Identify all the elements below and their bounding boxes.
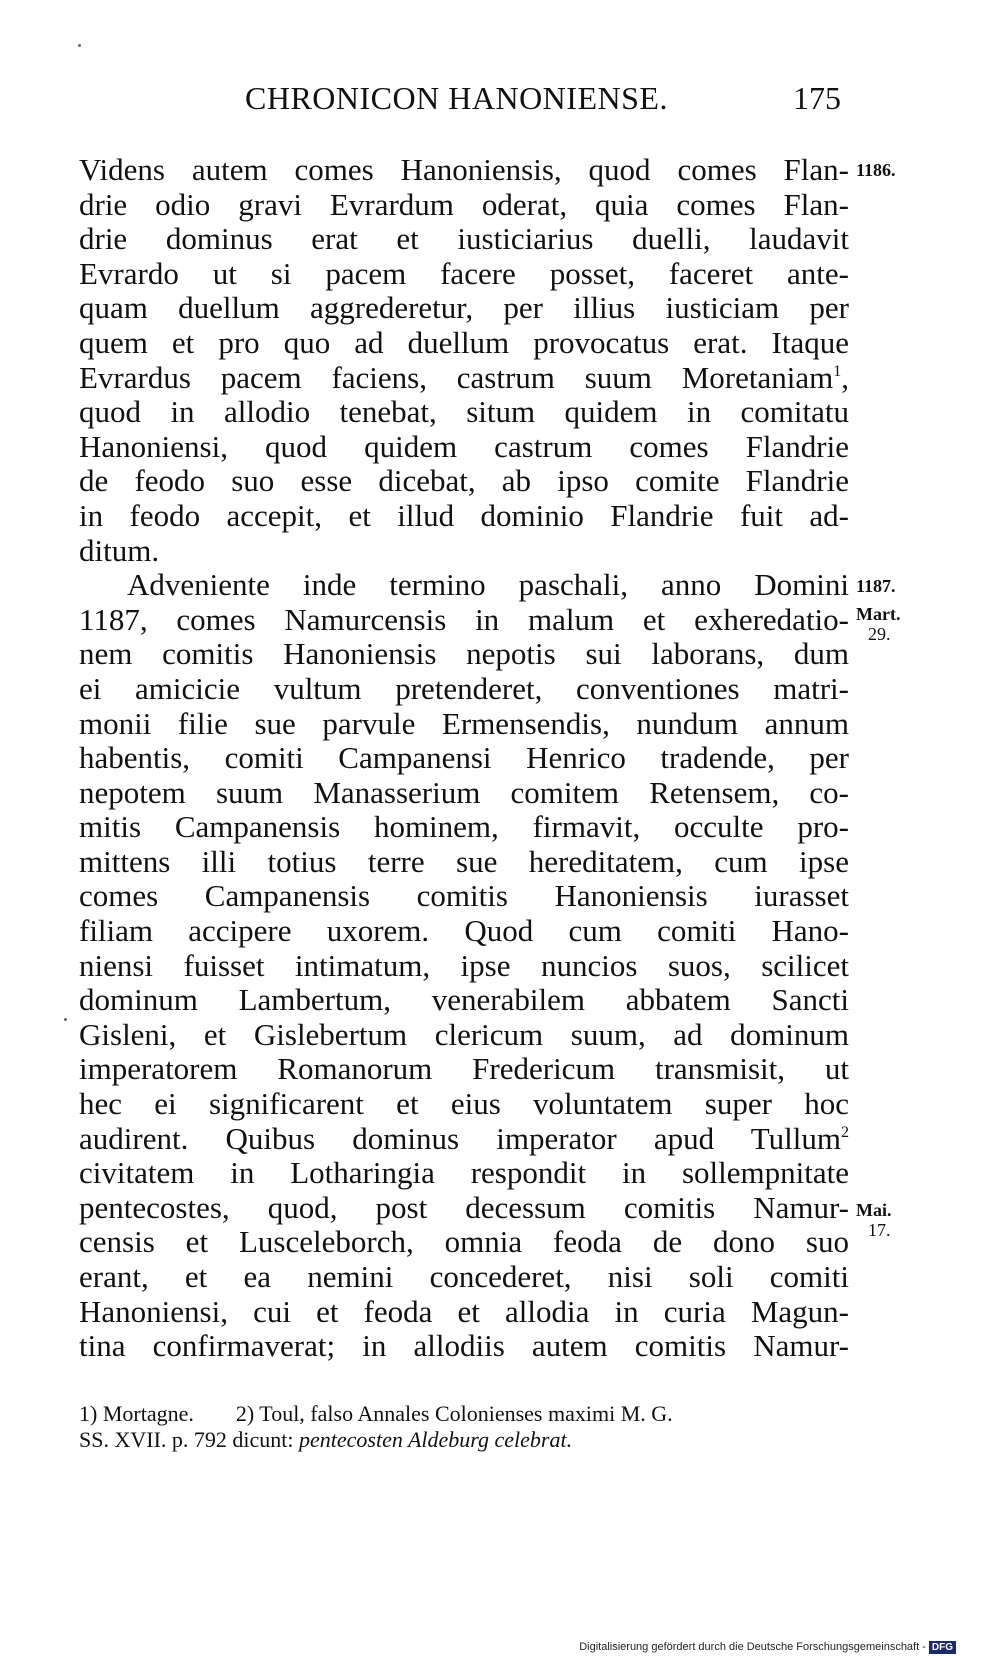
text-line: Videns autem comes Hanoniensis, quod comes Flan- — [79, 152, 849, 187]
text-line: quam duellum aggrederetur, per illius iusticiam per — [79, 290, 849, 326]
text-line: nem comitis Hanoniensis nepotis sui laborans, dum — [79, 636, 849, 672]
dfg-logo: DFG — [929, 1641, 956, 1654]
margin-day: 17. — [868, 1220, 891, 1240]
text-line: imperatorem Romanorum Fredericum transmisit, ut — [79, 1051, 849, 1087]
text-line: dominum Lambertum, venerabilem abbatem Sancti — [79, 982, 849, 1018]
text-line — [79, 1122, 849, 1157]
text-line: civitatem in Lotharingia respondit in sollempnitate — [79, 1155, 849, 1191]
text-line: ei amicicie vultum pretenderet, conventiones matri- — [79, 670, 849, 706]
credit-text: Digitalisierung gefördert durch die Deutsche Forschungsgemeinschaft - — [579, 1641, 926, 1653]
text-line: erant, et ea nemini concederet, nisi soli comiti — [79, 1259, 849, 1294]
footnote-2: 2) Toul, falso Annales Colonienses maximi M. G. — [235, 1401, 673, 1426]
footnote-2-quote: pentecosten Aldeburg celebrat. — [299, 1427, 573, 1452]
text-line: 1187, comes Namurcensis in malum et exheredatio- — [79, 601, 849, 637]
text-line: Hanoniensi, cui et feoda et allodia in curia Magun- — [79, 1293, 849, 1329]
text-line: in feodo accepit, et illud dominio Flandrie fuit ad- — [79, 497, 849, 533]
text-line-comma: , — [841, 359, 849, 395]
text-line: drie dominus erat et iusticiarius duelli, laudavit — [79, 221, 849, 257]
text-line: habentis, comiti Campanensi Henrico tradende, per — [79, 740, 849, 776]
text-line: monii filie sue parvule Ermensendis, nundum annum — [79, 705, 849, 741]
text-line: niensi fuisset intimatum, ipse nuncios suos, scilicet — [79, 947, 849, 983]
text-line: Gisleni, et Gislebertum clericum suum, ad dominum — [79, 1016, 849, 1052]
body-text — [79, 153, 849, 1364]
footnote-2-cont: SS. XVII. p. 792 dicunt: — [79, 1427, 294, 1452]
text-line: comes Campanensis comitis Hanoniensis iurasset — [79, 878, 849, 914]
text-line: tina confirmaverat; in allodiis autem comitis Namur- — [79, 1328, 849, 1364]
digitization-credit — [579, 1641, 956, 1654]
text-line: quem et pro quo ad duellum provocatus erat. Itaque — [79, 324, 849, 360]
text-line: de feodo suo esse dicebat, ab ipso comite Flandrie — [79, 463, 849, 499]
footnotes — [79, 1401, 849, 1453]
text-line — [79, 361, 849, 396]
paper-speck — [64, 1018, 67, 1021]
text-line: pentecostes, quod, post decessum comitis Namur- — [79, 1189, 849, 1225]
page-header — [0, 80, 1000, 126]
text-line: Hanoniensi, quod quidem castrum comes Flandrie — [79, 428, 849, 464]
text-line: drie odio gravi Evrardum oderat, quia comes Flan- — [79, 186, 849, 222]
text-line: Evrardo ut si pacem facere posset, faceret ante- — [79, 255, 849, 291]
margin-month: Mai. — [856, 1200, 892, 1220]
footnote-1: 1) Mortagne. — [79, 1401, 194, 1426]
margin-month: Mart. — [856, 604, 901, 624]
text-line: nepotem suum Manasserium comitem Retensem, co- — [79, 774, 849, 810]
page-number: 175 — [793, 80, 841, 116]
text-line: ditum. — [79, 532, 160, 568]
text-line: quod in allodio tenebat, situm quidem in comitatu — [79, 394, 849, 430]
margin-date-note — [856, 604, 900, 644]
margin-date-note — [856, 1200, 892, 1240]
text-line: mittens illi totius terre sue hereditatem, cum ipse — [79, 843, 849, 879]
margin-year-note: 1186. — [856, 160, 896, 180]
text-line-content: audirent. Quibus dominus imperator apud Tullum — [79, 1120, 841, 1156]
footnote-marker-2: 2 — [841, 1123, 849, 1141]
text-line-content: Evrardus pacem faciens, castrum suum Moretaniam — [79, 359, 834, 395]
margin-day: 29. — [868, 624, 891, 644]
text-line: mitis Campanensis hominem, firmavit, occulte pro- — [79, 809, 849, 845]
text-line: Adveniente inde termino paschali, anno Domini — [127, 567, 849, 603]
paper-speck — [78, 44, 81, 47]
text-line: hec ei significarent et eius voluntatem super hoc — [79, 1086, 849, 1122]
text-line: censis et Lusceleborch, omnia feoda de dono suo — [79, 1224, 849, 1260]
text-line: filiam accipere uxorem. Quod cum comiti Hano- — [79, 913, 849, 949]
footnote-line — [79, 1401, 849, 1427]
footnote-line — [79, 1427, 849, 1453]
footnote-marker-1: 1 — [833, 362, 842, 380]
running-title: CHRONICON HANONIENSE. — [245, 80, 668, 116]
margin-year-note: 1187. — [856, 576, 896, 596]
